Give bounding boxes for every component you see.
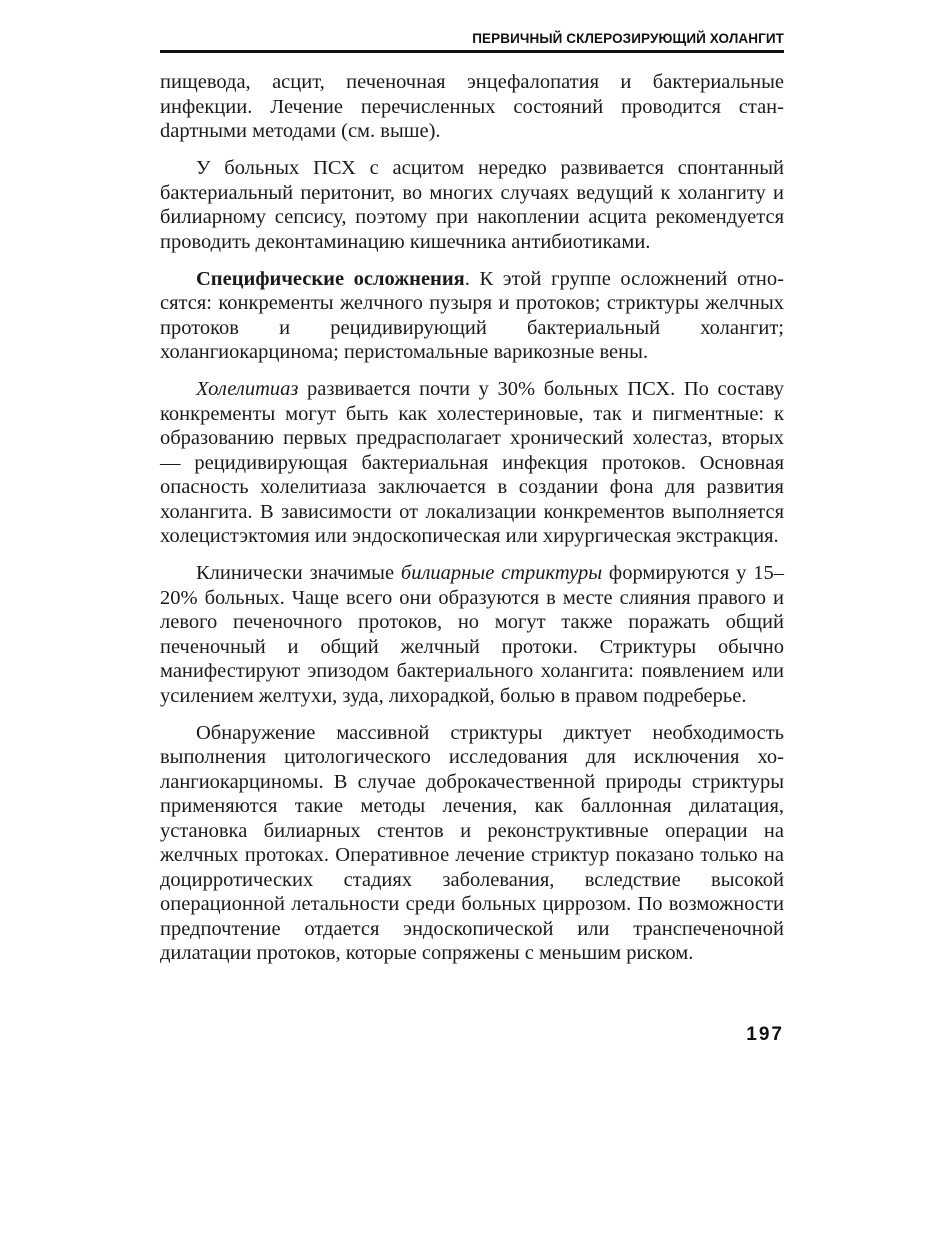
paragraph-2 bbox=[160, 156, 784, 254]
paragraph-3-text: . К этой группе осложнений относятся: конкременты желчного пузыря и протоков; стриктуры желчных протоков и рецидивирующий бактериальный холангит; холангиокарцинома; перистомальные варикозные вены. bbox=[160, 267, 784, 363]
page-body bbox=[160, 70, 784, 978]
paragraph-3 bbox=[160, 267, 784, 365]
paragraph-5-before: Клинически значимые bbox=[196, 562, 401, 584]
paragraph-3-lead-term: Специфические осложнения bbox=[196, 267, 465, 290]
paragraph-6 bbox=[160, 721, 784, 966]
running-head-title: ПЕРВИЧНЫЙ СКЛЕРОЗИРУЮЩИЙ ХОЛАНГИТ bbox=[472, 31, 784, 46]
paragraph-5 bbox=[160, 561, 784, 708]
paragraph-4 bbox=[160, 377, 784, 549]
paragraph-6-text: Обнаружение массивной стриктуры диктует необходимость выполнения цитологического исследования для исключения холангиокарциномы. В случае доброкачественной природы стриктуры применяются такие методы лечения, как баллонная дилатация, установка билиарных стентов и реконструктивные операции на желчных протоках. Оперативное лечение стриктур показано только на доцирротических стадиях заболевания, вследствие высокой операционной летальности среди больных циррозом. По возможности предпочтение отдается эндоскопической или транспеченочной дилатации протоков, которые сопряжены с меньшим риском. bbox=[160, 721, 784, 964]
paragraph-1 bbox=[160, 70, 784, 144]
paragraph-1-text: пищевода, асцит, печеночная энцефалопатия и бактериальные инфекции. Лечение перечисленных состояний проводится станdартными методами (см. выше). bbox=[160, 71, 784, 142]
paragraph-4-lead-term: Холелитиаз bbox=[196, 378, 299, 400]
paragraph-5-term: билиарные стриктуры bbox=[400, 562, 603, 584]
page-number: 197 bbox=[746, 1024, 784, 1045]
paragraph-5-text: формируются у 15–20% больных. Чаще всего они образуются в месте слияния правого и левого печеночного протоков, но могут также поражать общий печеночный и общий желчный протоки. Стриктуры обычно манифестируют эпизодом бактериального холангита: появлением или усилением желтухи, зуда, лихорадкой, болью в правом подреберье. bbox=[160, 562, 784, 707]
header-rule bbox=[160, 50, 784, 53]
paragraph-4-text: развивается почти у 30% больных ПСХ. По составу конкременты могут быть как холестериновые, так и пигментные: к образованию первых предрасполагает хронический холестаз, вторых — рецидивирующая бактериальная инфекция протоков. Основная опасность холелитиаза заключается в создании фона для развития холангита. В зависимости от локализации конкрементов выполняется холецистэктомия или эндоскопическая или хирургическая экстракция. bbox=[160, 378, 784, 547]
paragraph-2-text: У больных ПСХ с асцитом нередко развивается спонтанный бактериальный перитонит, во многих случаях ведущий к холангиту и билиарному сепсису, поэтому при накоплении асцита рекомендуется проводить деконтаминацию кишечника антибиотиками. bbox=[160, 157, 784, 253]
